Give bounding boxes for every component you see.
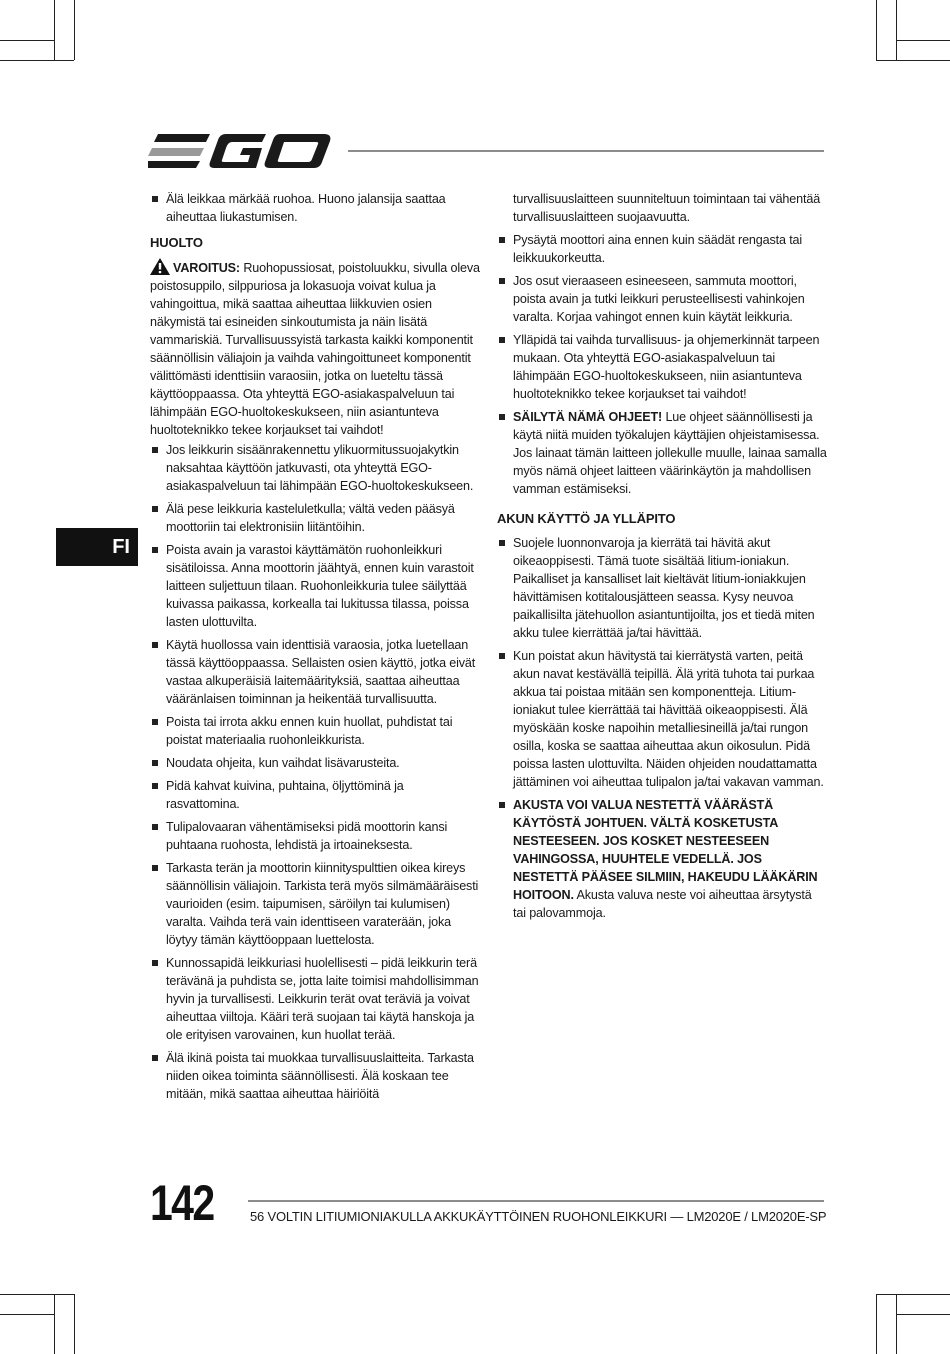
warning-label: VAROITUS: [173,261,240,275]
bullet-square-icon [499,337,505,343]
list-item: Suojele luonnonvaroja ja kierrätä tai hävitä akut oikeaoppisesti. Tämä tuote sisältää litium-ioniakun. Paikalliset ja kansalliset lait kieltävät litium-ioniakkujen hävittämisen kotitalousjätteen seassa. Kysy neuvoa paikallisilta jätehuollon asiantuntijoilta, jos et tiedä miten akku tulee kierrättää ja/tai hävittää. [497,534,827,642]
list-item: Poista avain ja varastoi käyttämätön ruohonleikkuri sisätiloissa. Anna moottorin jäähtyä, ennen kuin varastoit laitteen suljettuun tilaan. Ruohonleikkuria tulee säilyttää kuivassa paikassa, korkealla tai lukitussa tilassa, poissa lasten ulottuvilta. [150,541,480,631]
bullet-square-icon [499,540,505,546]
crop-mark [0,1314,54,1315]
list-item: Älä pese leikkuria kasteluletkulla; vältä veden pääsyä moottoriin tai elektronisiin liitäntöihin. [150,500,480,536]
list-item: Ylläpidä tai vaihda turvallisuus- ja ohjemerkinnät tarpeen mukaan. Ota yhteyttä EGO-asiakaspalveluun tai lähimpään EGO-huoltokeskukseen, niin asiantunteva huoltoteknikko tekee korjaukset tai vaihdot! [497,331,827,403]
bullet-square-icon [152,506,158,512]
list-item: Pysäytä moottori aina ennen kuin säädät rengasta tai leikkuukorkeutta. [497,231,827,267]
list-item: SÄILYTÄ NÄMÄ OHJEET! Lue ohjeet säännöllisesti ja käytä niitä muiden työkalujen käyttäjien ohjeistamisessa. Jos lainaat tämän laitteen jollekulle muulle, lainaa samalla myös nämä ohjeet laitteen väärinkäytön ja mahdollisen vamman estämiseksi. [497,408,827,498]
warning-text: Ruohopussiosat, poistoluukku, sivulla oleva poistosuppilo, silppuriosa ja lokasuoja voivat kulua ja vahingoittua, mikä saattaa aiheuttaa liikkuvien osien näkymistä tai esineiden sinkoutumista ja näin lisätä vammariskiä. Turvallisuussyistä tarkasta kaikki komponentit säännöllisin väliajoin ja vaihda vahingoittuneet komponentit välittömästi identtisiin varaosiin, jotka on lueteltu tässä käyttöoppaassa. Ota yhteyttä EGO-asiakaspalveluun tai lähimpään EGO-huoltokeskukseen, niin asiantunteva huoltoteknikko tekee korjaukset tai vaihdot! [150,261,480,437]
maintenance-list [150,441,480,1103]
list-item: Kunnossapidä leikkuriasi huolellisesti – pidä leikkurin terä terävänä ja puhdista se, jotta laite toimisi mahdollisimman hyvin ja turvallisesti. Leikkurin terät ovat teräviä ja voivat aiheuttaa viiltoja. Kääri terä suojaan tai käytä hanskoja ja ole erityisen varovainen, kun huollat terää. [150,954,480,1044]
bullet-square-icon [152,865,158,871]
crop-mark [896,1314,950,1315]
maintenance-list-continued [497,231,827,498]
crop-mark [876,1294,877,1354]
list-item: Älä leikkaa märkää ruohoa. Huono jalansija saattaa aiheuttaa liukastumisen. [150,190,480,226]
list-item: Noudata ohjeita, kun vaihdat lisävarusteita. [150,754,480,772]
header-rule [348,150,824,152]
warning-block [150,258,480,439]
bullet-square-icon [499,802,505,808]
battery-leak-warning: AKUSTA VOI VALUA NESTETTÄ VÄÄRÄSTÄ KÄYTÖSTÄ JOHTUEN. VÄLTÄ KOSKETUSTA NESTEESEEN. JOS KOSKET NESTEESEEN VAHINGOSSA, HUUHTELE VEDELLÄ. JOS NESTETTÄ PÄÄSEE SILMIIN, HAKEUDU LÄÄKÄRIN HOITOON. [513,798,818,902]
crop-mark [54,0,55,60]
crop-mark [876,60,950,61]
continued-text: turvallisuuslaitteen suunniteltuun toimintaan tai vähentää turvallisuuslaitteen suojaavuutta. [513,192,821,224]
warning-triangle-icon [150,258,170,275]
crop-mark [0,1294,74,1295]
language-tab: FI [56,528,138,566]
bullet-square-icon [499,278,505,284]
crop-mark [876,1294,950,1295]
crop-mark [896,1294,897,1354]
bullet-square-icon [152,783,158,789]
list-item: Tarkasta terän ja moottorin kiinnityspulttien oikea kireys säännöllisin väliajoin. Tarkista terä myös silmämääräisesti vaurioiden (esim. taipumisen, säröilyn tai kulumisen) varalta. Vaihda terä vain identtiseen varaterään, joka löytyy tämän käyttöoppaan luettelosta. [150,859,480,949]
footer-title: 56 VOLTIN LITIUMIONIAKULLA AKKUKÄYTTÖINEN RUOHONLEIKKURI — LM2020E / LM2020E-SP [250,1209,827,1224]
battery-list [497,534,827,922]
list-item: Tulipalovaaran vähentämiseksi pidä moottorin kansi puhtaana ruohosta, lehdistä ja irtoaineksesta. [150,818,480,854]
section-heading: HUOLTO [150,235,203,250]
list-item: Poista tai irrota akku ennen kuin huollat, puhdistat tai poistat materiaalia ruohonleikkurista. [150,713,480,749]
bullet-square-icon [152,1055,158,1061]
list-item: Jos leikkurin sisäänrakennettu ylikuormitussuojakytkin naksahtaa käyttöön jatkuvasti, ota yhteyttä EGO-asiakaspalveluun tai lähimpään EGO-huoltokeskukseen. [150,441,480,495]
bullet-square-icon [152,447,158,453]
list-item: Älä ikinä poista tai muokkaa turvallisuuslaitteita. Tarkasta niiden oikea toiminta säännöllisesti. Älä koskaan tee mitään, mikä saattaa aiheuttaa häiriöitä [150,1049,480,1103]
left-column [150,190,480,1108]
crop-mark [54,1294,55,1354]
page-number: 142 [150,1175,214,1231]
crop-mark [0,60,74,61]
bullet-square-icon [499,414,505,420]
list-item: Kun poistat akun hävitystä tai kierrätystä varten, peitä akun navat kestävällä teipillä. Älä yritä tuhota tai purkaa akkua tai poistaa mitään sen komponentteja. Litium-ioniakut tulee kierrättää tai hävittää oikeaoppisesti. Älä myöskään koske napoihin metalliesineillä ja/tai rungon osilla, koska se saattaa aiheuttaa akun oikosulun. Pidä poissa lasten ulottuvilta. Näiden ohjeiden noudattamatta jättäminen voi aiheuttaa tulipalon ja/tai vakavan vamman. [497,647,827,791]
list-item: Jos osut vieraaseen esineeseen, sammuta moottori, poista avain ja tutki leikkuri perusteellisesti vahinkojen varalta. Korjaa vahingot ennen kuin käytät leikkuria. [497,272,827,326]
list-item: AKUSTA VOI VALUA NESTETTÄ VÄÄRÄSTÄ KÄYTÖSTÄ JOHTUEN. VÄLTÄ KOSKETUSTA NESTEESEEN. JOS KOSKET NESTEESEEN VAHINGOSSA, HUUHTELE VEDELLÄ. JOS NESTETTÄ PÄÄSEE SILMIIN, HAKEUDU LÄÄKÄRIN HOITOON. Akusta valuva neste voi aiheuttaa ärsytystä tai palovammoja. [497,796,827,922]
ego-logo [148,128,332,174]
bullet-square-icon [152,760,158,766]
crop-mark [0,40,54,41]
crop-mark [876,0,877,60]
bullet-square-icon [152,960,158,966]
list-item: Käytä huollossa vain identtisiä varaosia, jotka luetellaan tässä käyttöoppaassa. Sellaisten osien käyttö, jotka eivät vastaa alkuperäisiä laitemäärityksiä, saattaa aiheuttaa vääränlaisen toiminnan ja heikentää turvallisuutta. [150,636,480,708]
bullet-square-icon [499,237,505,243]
crop-mark [896,0,897,60]
bullet-square-icon [152,547,158,553]
right-column [497,190,827,927]
bullet-square-icon [152,824,158,830]
footer-rule [248,1200,824,1202]
section-heading: AKUN KÄYTTÖ JA YLLÄPITO [497,511,676,526]
crop-mark [896,40,950,41]
bullet-square-icon [499,653,505,659]
crop-mark [74,0,75,60]
save-instructions-label: SÄILYTÄ NÄMÄ OHJEET! [513,410,663,424]
bullet-square-icon [152,196,158,202]
list-item: Pidä kahvat kuivina, puhtaina, öljyttöminä ja rasvattomina. [150,777,480,813]
crop-mark [74,1294,75,1354]
bullet-square-icon [152,642,158,648]
bullet-square-icon [152,719,158,725]
